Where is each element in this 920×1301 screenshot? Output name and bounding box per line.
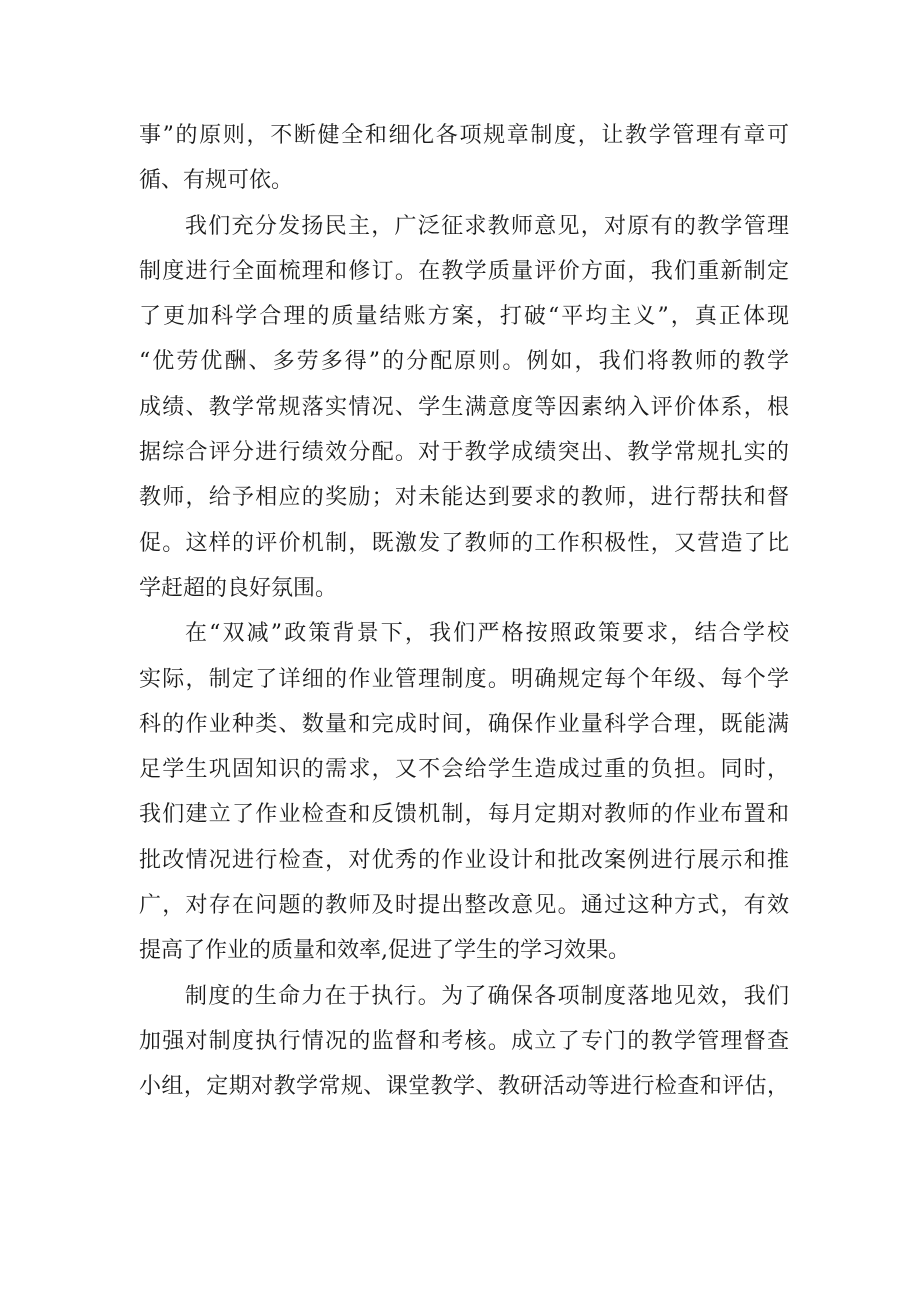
text-line: 促。这样的评价机制，既激发了教师的工作积极性，又营造了比 (139, 530, 789, 556)
text-line: 了更加科学合理的质量结账方案，打破“平均主义”，真正体现 (139, 304, 789, 330)
text-line: 在“双减”政策背景下，我们严格按照政策要求，结合学校 (185, 621, 789, 647)
text-line: 事”的原则，不断健全和细化各项规章制度，让教学管理有章可 (139, 123, 789, 148)
text-line: 教师，给予相应的奖励；对未能达到要求的教师，进行帮扶和督 (139, 485, 789, 511)
text-line: 据综合评分进行绩效分配。对于教学成绩突出、教学常规扎实的 (139, 440, 789, 466)
text-line: 广，对存在问题的教师及时提出整改意见。通过这种方式，有效 (139, 893, 789, 919)
text-line: 加强对制度执行情况的监督和考核。成立了专门的教学管理督查 (139, 1028, 789, 1054)
text-line: 小组，定期对教学常规、课堂教学、教研活动等进行检查和评估， (139, 1074, 789, 1100)
text-line: 我们充分发扬民主，广泛征求教师意见，对原有的教学管理 (185, 213, 789, 239)
text-line: 我们建立了作业检查和反馈机制，每月定期对教师的作业布置和 (139, 802, 789, 828)
text-line: 制度进行全面梳理和修订。在教学质量评价方面，我们重新制定 (139, 258, 789, 284)
text-line: 科的作业种类、数量和完成时间，确保作业量科学合理，既能满 (139, 711, 789, 737)
text-line: 批改情况进行检查，对优秀的作业设计和批改案例进行展示和推 (139, 847, 789, 873)
text-line: “优劳优酬、多劳多得”的分配原则。例如，我们将教师的教学 (139, 349, 789, 375)
text-line: 学赶超的良好氛围。 (139, 575, 338, 601)
text-line: 循、有规可依。 (139, 168, 294, 194)
text-line: 实际，制定了详细的作业管理制度。明确规定每个年级、每个学 (139, 666, 789, 692)
text-line: 制度的生命力在于执行。为了确保各项制度落地见效，我们 (185, 983, 789, 1009)
text-line: 足学生巩固知识的需求，又不会给学生造成过重的负担。同时， (139, 757, 789, 783)
document-body (139, 113, 789, 1110)
text-line: 提高了作业的质量和效率,促进了学生的学习效果。 (139, 938, 630, 964)
text-line: 成绩、教学常规落实情况、学生满意度等因素纳入评价体系，根 (139, 394, 789, 420)
